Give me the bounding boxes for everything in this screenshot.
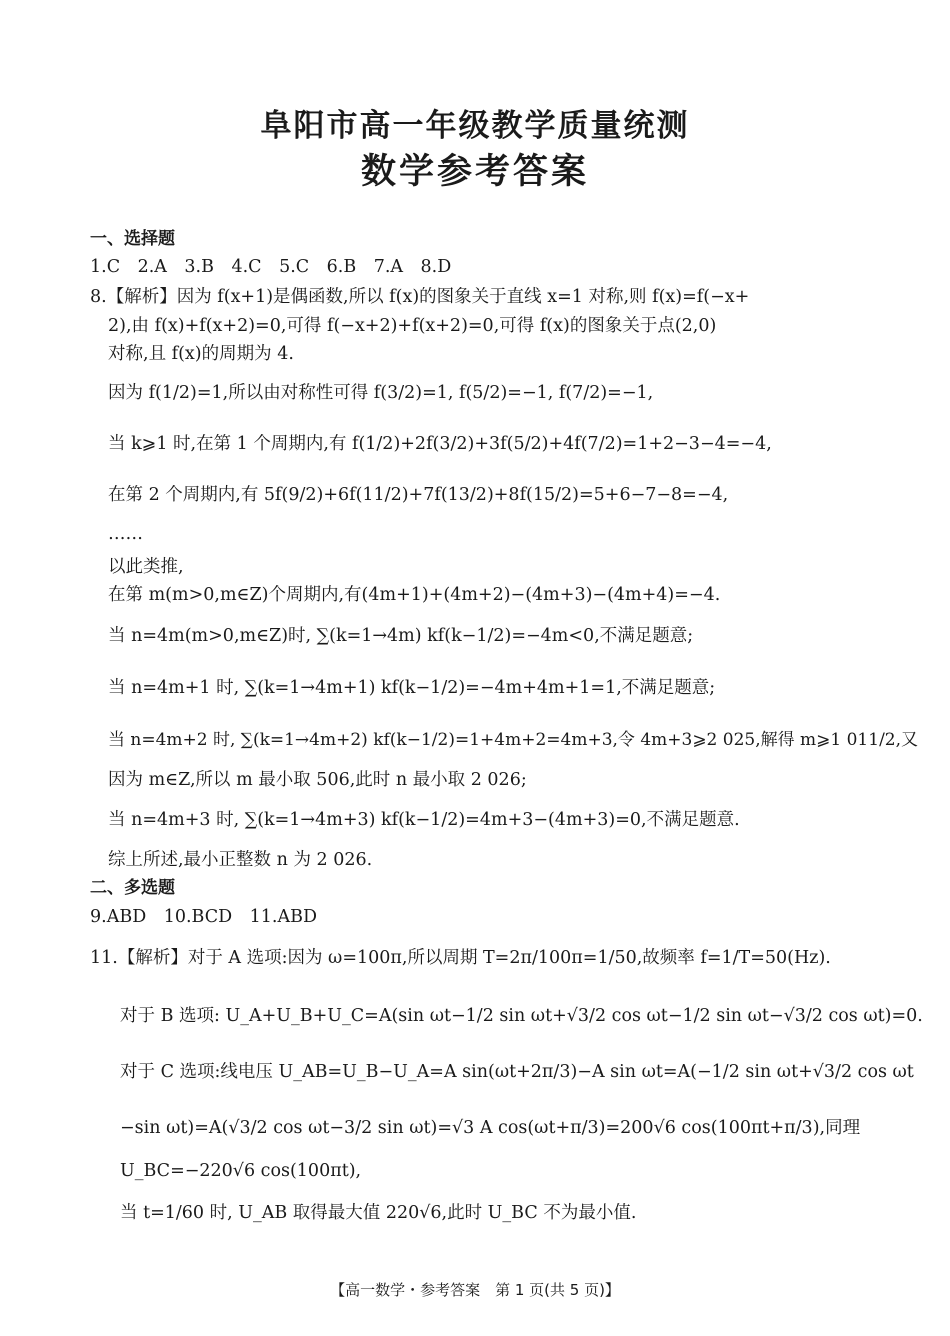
section-choice-heading: 一、选择题 bbox=[90, 229, 175, 249]
q11-line-1: 11.【解析】对于 A 选项:因为 ω=100π,所以周期 T=2π/100π=1/50,故频率 f=1/T=50(Hz). bbox=[90, 948, 831, 968]
q8-line-12: 当 n=4m+2 时, ∑(k=1→4m+2) kf(k−1/2)=1+4m+2=4m+3,令 4m+3⩾2 025,解得 m⩾1 011/2,又 bbox=[108, 730, 919, 750]
q8-line-15: 综上所述,最小正整数 n 为 2 026. bbox=[108, 850, 373, 870]
multi-answers: 9.ABD 10.BCD 11.ABD bbox=[90, 907, 318, 927]
q8-line-11: 当 n=4m+1 时, ∑(k=1→4m+1) kf(k−1/2)=−4m+4m+1=1,不满足题意; bbox=[108, 678, 716, 698]
q8-line-3: 对称,且 f(x)的周期为 4. bbox=[108, 344, 294, 364]
section-multi-heading: 二、多选题 bbox=[90, 878, 175, 898]
q11-line-4: −sin ωt)=A(√3/2 cos ωt−3/2 sin ωt)=√3 A cos(ωt+π/3)=200√6 cos(100πt+π/3),同理 bbox=[120, 1118, 861, 1138]
q8-line-5: 当 k⩾1 时,在第 1 个周期内,有 f(1/2)+2f(3/2)+3f(5/2)+4f(7/2)=1+2−3−4=−4, bbox=[108, 434, 772, 454]
q8-line-7: …… bbox=[108, 524, 143, 544]
q8-line-6: 在第 2 个周期内,有 5f(9/2)+6f(11/2)+7f(13/2)+8f(15/2)=5+6−7−8=−4, bbox=[108, 485, 729, 505]
q8-line-9: 在第 m(m>0,m∈Z)个周期内,有(4m+1)+(4m+2)−(4m+3)−(4m+4)=−4. bbox=[108, 585, 721, 605]
q8-line-10: 当 n=4m(m>0,m∈Z)时, ∑(k=1→4m) kf(k−1/2)=−4m<0,不满足题意; bbox=[108, 626, 694, 646]
q11-line-3: 对于 C 选项:线电压 U_AB=U_B−U_A=A sin(ωt+2π/3)−A sin ωt=A(−1/2 sin ωt+√3/2 cos ωt bbox=[120, 1062, 914, 1082]
q11-line-2: 对于 B 选项: U_A+U_B+U_C=A(sin ωt−1/2 sin ωt+√3/2 cos ωt−1/2 sin ωt−√3/2 cos ωt)=0. bbox=[120, 1006, 923, 1026]
page-footer: 【高一数学・参考答案 第 1 页(共 5 页)】 bbox=[330, 1281, 620, 1299]
q8-line-1: 8.【解析】因为 f(x+1)是偶函数,所以 f(x)的图象关于直线 x=1 对称,则 f(x)=f(−x+ bbox=[90, 287, 750, 307]
q8-line-13: 因为 m∈Z,所以 m 最小取 506,此时 n 最小取 2 026; bbox=[108, 770, 527, 790]
q8-line-4: 因为 f(1/2)=1,所以由对称性可得 f(3/2)=1, f(5/2)=−1, f(7/2)=−1, bbox=[108, 383, 654, 403]
q8-line-8: 以此类推, bbox=[108, 557, 184, 577]
answer-title: 数学参考答案 bbox=[360, 152, 589, 192]
q11-line-6: 当 t=1/60 时, U_AB 取得最大值 220√6,此时 U_BC 不为最小值. bbox=[120, 1203, 637, 1223]
q8-line-14: 当 n=4m+3 时, ∑(k=1→4m+3) kf(k−1/2)=4m+3−(4m+3)=0,不满足题意. bbox=[108, 810, 740, 830]
exam-title: 阜阳市高一年级教学质量统测 bbox=[260, 108, 690, 144]
q11-line-5: U_BC=−220√6 cos(100πt), bbox=[120, 1161, 362, 1181]
q8-line-2: 2),由 f(x)+f(x+2)=0,可得 f(−x+2)+f(x+2)=0,可得 f(x)的图象关于点(2,0) bbox=[108, 316, 717, 336]
choice-answers: 1.C 2.A 3.B 4.C 5.C 6.B 7.A 8.D bbox=[90, 257, 452, 277]
